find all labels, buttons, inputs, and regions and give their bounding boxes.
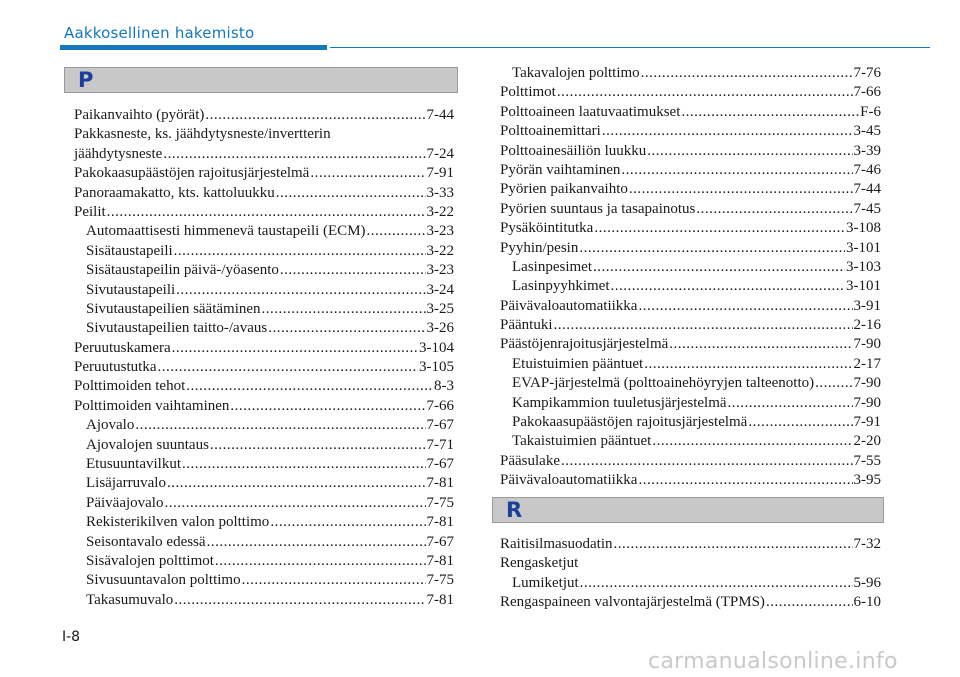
index-entry-text: Raitisilmasuodatin (500, 536, 613, 552)
index-entry-text: Rekisterikilven valon polttimo (86, 514, 270, 531)
index-entry (74, 319, 454, 338)
index-entry-text: Pakkasneste, ks. jäähdytysneste/invertterin (74, 126, 331, 143)
index-entry-text: Takasumuvalo (86, 591, 174, 608)
index-entry (74, 281, 454, 300)
leader-dots (158, 358, 419, 377)
index-entry (74, 571, 454, 590)
index-entry (500, 413, 881, 432)
leader-dots (815, 374, 852, 393)
index-entry-page: 3-101 (846, 278, 881, 295)
letter-heading-p (64, 67, 458, 93)
index-entry-text: jäähdytysneste (74, 145, 163, 162)
index-entry-text: Pyyhin/pesin (500, 239, 579, 256)
index-entry-text: Peruutuskamera (74, 339, 171, 356)
index-entry-page: 3-23 (426, 223, 454, 240)
index-entry-text: Panoraamakatto, kts. kattoluukku (74, 184, 275, 201)
letter-p: P (78, 68, 94, 92)
index-entry (74, 222, 454, 241)
index-entry-page: 2-16 (853, 317, 881, 334)
leader-dots (205, 106, 425, 125)
index-entry-text: Lisäjarruvalo (86, 475, 166, 492)
leader-dots (242, 571, 426, 590)
index-entry-page: 3-101 (846, 239, 881, 256)
letter-heading-r (492, 497, 884, 523)
index-entry-page: 7-67 (426, 456, 454, 473)
index-entry-page: 7-81 (426, 591, 454, 608)
index-entry (500, 277, 881, 296)
leader-dots (280, 261, 426, 280)
index-entry-page: 7-44 (426, 107, 454, 123)
leader-dots (614, 535, 853, 554)
index-entry-text: Päivävaloautomatiikka (500, 472, 638, 489)
index-entry-text: Sisätaustapeilin päivä-/yöasento (86, 262, 279, 279)
index-entry-text: Pyörän vaihtaminen (500, 161, 621, 178)
index-entry-page: 3-105 (419, 359, 454, 376)
leader-dots (593, 258, 845, 277)
index-entry-text: Peilit (74, 203, 106, 220)
leader-dots (270, 513, 425, 532)
index-entry-text: Rengaspaineen valvontajärjestelmä (TPMS) (500, 594, 765, 611)
leader-dots (766, 593, 853, 612)
index-entry-text: Pakokaasupäästöjen rajoitusjärjestelmä (512, 414, 748, 431)
leader-dots (174, 591, 425, 610)
index-entry-page: 3-33 (426, 184, 454, 201)
leader-dots (176, 281, 425, 300)
leader-dots (107, 203, 426, 222)
watermark: carmanualsonline.info (648, 649, 898, 674)
index-entry-page: 7-81 (426, 552, 454, 569)
index-entry-text: Polttimoiden vaihtaminen (74, 397, 230, 414)
index-entry-text: Paikanvaihto (pyörät) (74, 107, 205, 123)
index-entry (500, 239, 881, 258)
index-entry (74, 203, 454, 222)
index-entry-page: 3-104 (419, 339, 454, 356)
leader-dots (579, 239, 845, 258)
index-entry-page: 7-90 (853, 394, 881, 411)
index-entry (74, 339, 454, 358)
index-entry-text: Sivusuuntavalon polttimo (86, 572, 241, 589)
header-rule-thick (60, 45, 327, 50)
index-entry-text: Sivutaustapeili (86, 281, 176, 298)
index-entry (74, 436, 454, 455)
index-entry-text: Pysäköintitutka (500, 220, 594, 237)
leader-dots (647, 142, 852, 161)
index-entry-text: EVAP-järjestelmä (polttoainehöyryjen talteenotto) (512, 375, 815, 392)
index-entry-page: 5-96 (853, 574, 881, 591)
index-entry-page: 3-91 (853, 297, 881, 314)
leader-dots (207, 533, 426, 552)
index-entry (500, 180, 881, 199)
index-entry-page: 7-67 (426, 533, 454, 550)
leader-dots (167, 474, 426, 493)
index-entry (500, 161, 881, 180)
index-entry (74, 397, 454, 416)
index-entry (500, 142, 881, 161)
index-entry (74, 591, 454, 610)
index-entry (500, 554, 881, 573)
index-entry-text: Ajovalojen suuntaus (86, 436, 209, 453)
index-entry (74, 533, 454, 552)
leader-dots (696, 200, 852, 219)
index-entry (74, 552, 454, 571)
index-entry-text: Polttimoiden tehot (74, 378, 186, 395)
index-entry-text: Polttoaineen laatuvaatimukset (500, 103, 681, 120)
index-entry-page: 7-75 (426, 572, 454, 589)
index-entry-page: 3-103 (846, 258, 881, 275)
leader-dots (182, 455, 426, 474)
index-entry (500, 535, 881, 554)
index-entry-page: F-6 (860, 103, 881, 120)
leader-dots (638, 297, 852, 316)
index-entry-text: Polttimot (500, 84, 556, 101)
leader-dots (174, 242, 426, 261)
index-entry-text: Polttoainesäiliön luukku (500, 142, 647, 159)
leader-dots (164, 494, 425, 513)
index-entry-text: Pyörien paikanvaihto (500, 181, 628, 198)
leader-dots (652, 432, 852, 451)
index-entry-text: Lasinpesimet (512, 258, 592, 275)
page-number: I-8 (62, 629, 81, 645)
index-column-left (74, 106, 454, 610)
index-entry-text: Päästöjenrajoitusjärjestelmä (500, 336, 669, 353)
index-entry-text: Sivutaustapeilien taitto-/avaus (86, 320, 268, 337)
index-entry-page: 7-66 (426, 397, 454, 414)
index-entry-text: Peruutustutka (74, 359, 157, 376)
leader-dots (210, 436, 426, 455)
index-entry (74, 125, 454, 144)
index-entry (500, 452, 881, 471)
index-entry-page: 7-75 (426, 494, 454, 511)
index-entry (74, 416, 454, 435)
index-entry (500, 258, 881, 277)
index-entry-page: 3-25 (426, 300, 454, 317)
index-entry-page: 7-55 (853, 452, 881, 469)
index-entry-page: 7-66 (853, 84, 881, 101)
index-column-right-r (500, 535, 881, 613)
index-entry-text: Päivävaloautomatiikka (500, 297, 638, 314)
index-entry (500, 574, 881, 593)
index-entry-page: 3-22 (426, 242, 454, 259)
index-column-right-p (500, 64, 881, 491)
index-entry-page: 3-108 (846, 220, 881, 237)
index-entry (500, 471, 881, 490)
index-entry-text: Sisävalojen polttimot (86, 552, 214, 569)
index-entry-text: Automaattisesti himmenevä taustapeili (ECM) (86, 223, 366, 240)
index-entry-text: Kampikammion tuuletusjärjestelmä (512, 394, 727, 411)
index-entry-text: Etuistuimien pääntuet (512, 355, 644, 372)
index-entry-text: Pyörien suuntaus ja tasapainotus (500, 200, 696, 217)
index-entry-page: 7-46 (853, 161, 881, 178)
index-entry (74, 184, 454, 203)
leader-dots (644, 355, 852, 374)
index-entry (500, 103, 881, 122)
leader-dots (611, 277, 846, 296)
leader-dots (641, 64, 853, 83)
leader-dots (580, 574, 853, 593)
index-entry-page: 3-45 (853, 123, 881, 140)
leader-dots (748, 413, 852, 432)
index-entry (500, 219, 881, 238)
index-entry-text: Rengasketjut (500, 555, 579, 572)
index-entry-text: Pääsulake (500, 452, 560, 469)
leader-dots (554, 316, 853, 335)
index-entry-text: Polttoainemittari (500, 123, 601, 140)
leader-dots (594, 219, 845, 238)
index-entry-page: 2-20 (853, 433, 881, 450)
index-entry (500, 297, 881, 316)
index-entry-page: 7-90 (853, 336, 881, 353)
leader-dots (621, 161, 852, 180)
index-entry (74, 106, 454, 125)
leader-dots (728, 394, 853, 413)
index-entry-page: 7-81 (426, 514, 454, 531)
leader-dots (681, 103, 859, 122)
leader-dots (215, 552, 426, 571)
index-entry-page: 7-67 (426, 417, 454, 434)
leader-dots (276, 184, 426, 203)
index-entry (74, 513, 454, 532)
index-entry-page: 7-45 (853, 200, 881, 217)
leader-dots (638, 471, 852, 490)
leader-dots (262, 300, 426, 319)
index-entry (500, 593, 881, 612)
index-entry-page: 6-10 (853, 594, 881, 611)
index-entry-text: Ajovalo (86, 417, 135, 434)
index-entry-page: 7-76 (853, 65, 881, 81)
index-entry (500, 122, 881, 141)
index-entry-page: 7-44 (853, 181, 881, 198)
leader-dots (367, 222, 426, 241)
index-entry-page: 3-23 (426, 262, 454, 279)
leader-dots (557, 83, 853, 102)
index-entry-page: 7-91 (426, 165, 454, 182)
leader-dots (629, 180, 853, 199)
index-entry-page: 7-24 (426, 145, 454, 162)
leader-dots (135, 416, 425, 435)
index-entry-page: 7-81 (426, 475, 454, 492)
index-entry (500, 316, 881, 335)
index-entry-page: 7-90 (853, 375, 881, 392)
index-entry (74, 474, 454, 493)
index-entry (500, 64, 881, 83)
index-entry (500, 355, 881, 374)
index-entry-text: Seisontavalo edessä (86, 533, 206, 550)
index-entry (74, 261, 454, 280)
index-entry-text: Sisätaustapeili (86, 242, 173, 259)
index-entry (500, 394, 881, 413)
index-entry-text: Takaistuimien pääntuet (512, 433, 652, 450)
index-entry (74, 145, 454, 164)
index-entry-text: Lumiketjut (512, 574, 579, 591)
leader-dots (669, 335, 852, 354)
index-entry (500, 432, 881, 451)
index-entry (74, 164, 454, 183)
leader-dots (310, 164, 425, 183)
index-entry-text: Pakokaasupäästöjen rajoitusjärjestelmä (74, 165, 310, 182)
leader-dots (561, 452, 853, 471)
leader-dots (186, 377, 433, 396)
index-entry (74, 242, 454, 261)
index-entry-page: 7-32 (853, 536, 881, 552)
index-entry (74, 494, 454, 513)
index-entry-page: 3-39 (853, 142, 881, 159)
index-entry-text: Pääntuki (500, 317, 553, 334)
index-entry-text: Takavalojen polttimo (512, 65, 640, 81)
index-entry-page: 3-26 (426, 320, 454, 337)
index-entry (74, 377, 454, 396)
leader-dots (230, 397, 425, 416)
leader-dots (268, 319, 425, 338)
index-entry-page: 3-95 (853, 472, 881, 489)
index-entry (500, 335, 881, 354)
index-entry (500, 83, 881, 102)
index-entry (500, 374, 881, 393)
index-entry-page: 8-3 (434, 378, 454, 395)
letter-r: R (506, 498, 523, 522)
header-rule-thin (330, 47, 930, 48)
index-entry-page: 3-24 (426, 281, 454, 298)
index-entry-text: Sivutaustapeilien säätäminen (86, 300, 261, 317)
index-entry-text: Etusuuntavilkut (86, 456, 181, 473)
index-entry-page: 7-71 (426, 436, 454, 453)
leader-dots (163, 145, 425, 164)
index-entry (74, 358, 454, 377)
index-entry-page: 2-17 (853, 355, 881, 372)
index-entry (74, 300, 454, 319)
leader-dots (172, 339, 418, 358)
index-entry-page: 3-22 (426, 203, 454, 220)
index-entry-text: Lasinpyyhkimet (512, 278, 610, 295)
index-entry-page: 7-91 (853, 414, 881, 431)
section-title: Aakkosellinen hakemisto (64, 24, 255, 42)
leader-dots (602, 122, 853, 141)
index-entry-text: Päiväajovalo (86, 494, 164, 511)
index-entry (500, 200, 881, 219)
index-entry (74, 455, 454, 474)
